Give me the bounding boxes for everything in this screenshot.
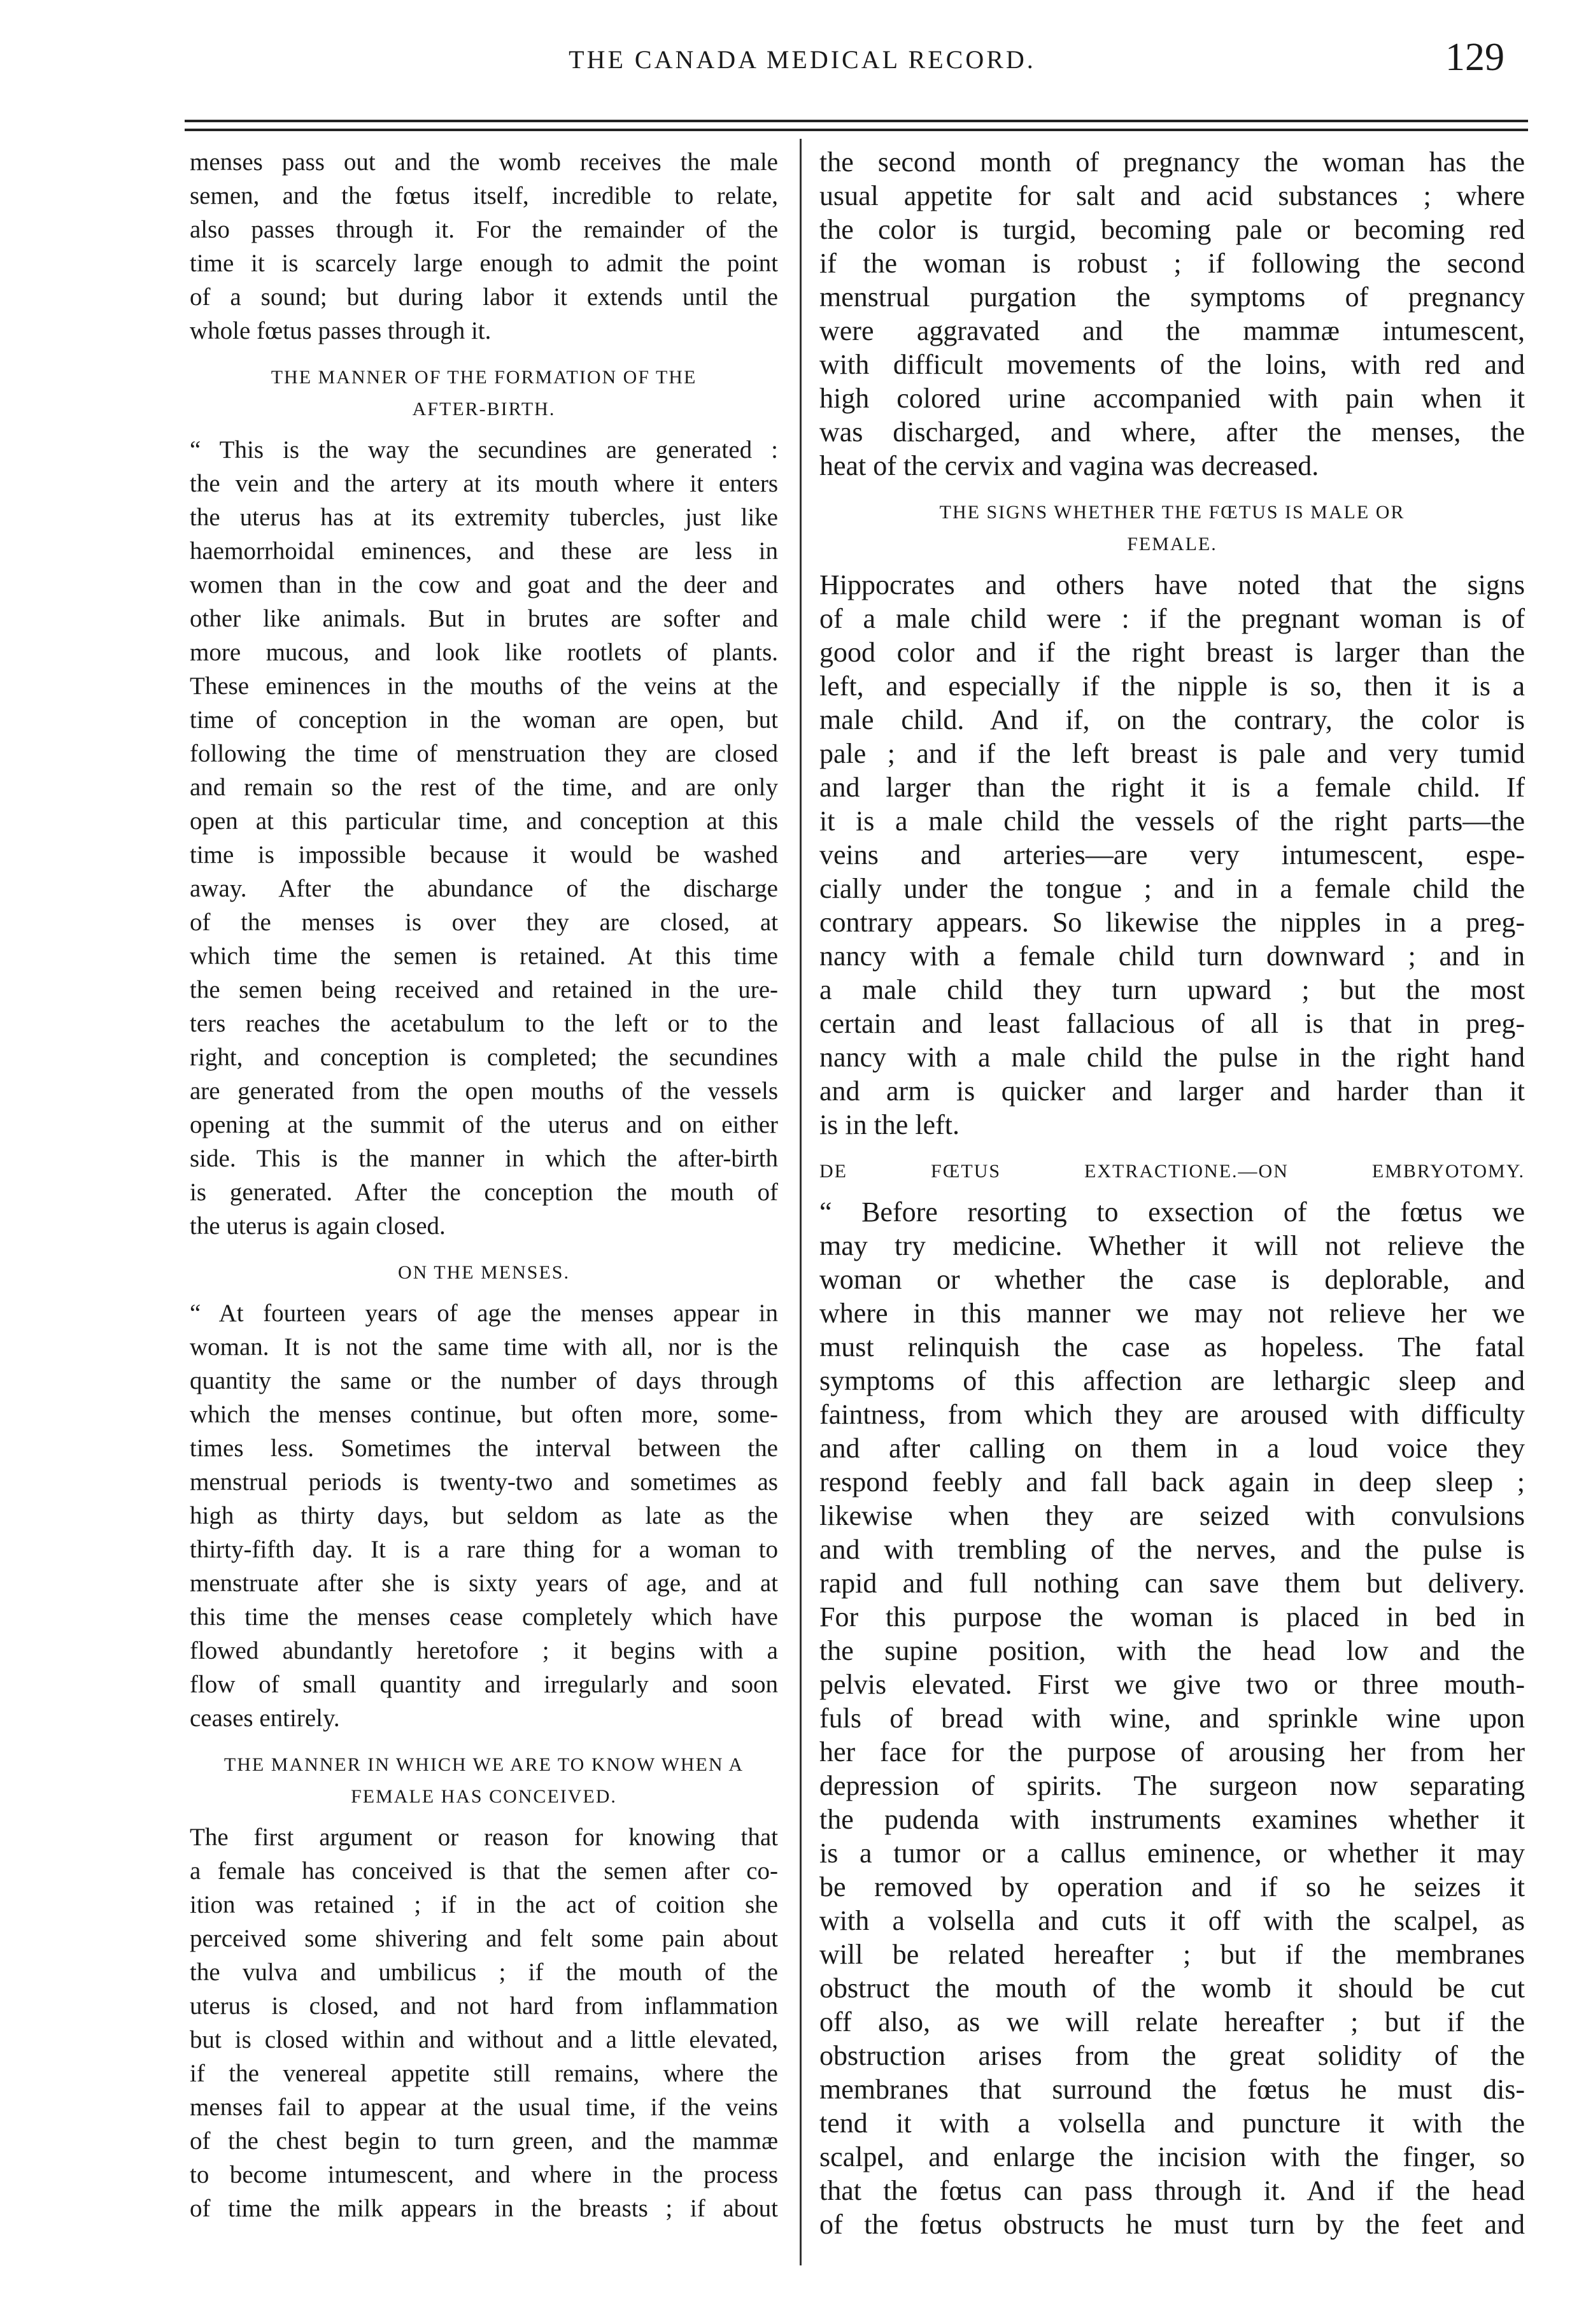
- text-line: were aggravated and the mammæ intumescent,: [819, 315, 1525, 346]
- right-column: [819, 145, 1525, 2241]
- text-line: is generated. After the conception the mouth of: [190, 1179, 778, 1206]
- paragraph: [190, 145, 778, 348]
- text-line: the semen being received and retained in the ure-: [190, 976, 778, 1003]
- text-line: high as thirty days, but seldom as late as the: [190, 1502, 778, 1529]
- text-line: her face for the purpose of arousing her from her: [819, 1736, 1525, 1768]
- text-line: which the menses continue, but often more, some-: [190, 1401, 778, 1428]
- paragraph: [190, 1820, 778, 2225]
- text-line: woman or whether the case is deplorable, and: [819, 1264, 1525, 1295]
- text-line: usual appetite for salt and acid substances ; where: [819, 180, 1525, 211]
- text-line: flow of small quantity and irregularly and soon: [190, 1671, 778, 1698]
- text-line: the uterus has at its extremity tubercles, just like: [190, 504, 778, 531]
- section-heading: [819, 1156, 1525, 1187]
- text-line: of a male child were : if the pregnant woman is of: [819, 603, 1525, 634]
- text-line: that the fœtus can pass through it. And if the head: [819, 2175, 1525, 2206]
- text-line: and with trembling of the nerves, and the pulse is: [819, 1534, 1525, 1565]
- section-heading: [190, 1749, 778, 1813]
- section-heading: [190, 362, 778, 425]
- text-line: of the chest begin to turn green, and the mammæ: [190, 2127, 778, 2155]
- text-line: thirty-fifth day. It is a rare thing for a woman to: [190, 1536, 778, 1563]
- text-line: rapid and full nothing can save them but delivery.: [819, 1568, 1525, 1599]
- text-line: if the venereal appetite still remains, where the: [190, 2060, 778, 2087]
- text-line: if the woman is robust ; if following the second: [819, 248, 1525, 279]
- text-line: is a tumor or a callus eminence, or whether it may: [819, 1838, 1525, 1869]
- text-line: the uterus is again closed.: [190, 1212, 446, 1240]
- text-line: pale ; and if the left breast is pale and very tumid: [819, 738, 1525, 769]
- text-line: cially under the tongue ; and in a female child the: [819, 873, 1525, 904]
- text-line: woman. It is not the same time with all, nor is the: [190, 1333, 778, 1361]
- text-line: the vulva and umbilicus ; if the mouth of the: [190, 1959, 778, 1986]
- text-line: pelvis elevated. First we give two or three mouth-: [819, 1669, 1525, 1700]
- text-line: but is closed within and without and a little elevated,: [190, 2026, 778, 2053]
- text-line: the color is turgid, becoming pale or becoming red: [819, 214, 1525, 245]
- text-line: good color and if the right breast is larger than the: [819, 637, 1525, 668]
- heading-line: FEMALE HAS CONCEIVED.: [351, 1786, 617, 1807]
- text-line: this time the menses cease completely which have: [190, 1603, 778, 1631]
- text-line: and larger than the right it is a female child. If: [819, 772, 1525, 803]
- text-line: depression of spirits. The surgeon now separating: [819, 1770, 1525, 1801]
- text-line: ters reaches the acetabulum to the left or to the: [190, 1010, 778, 1037]
- text-line: nancy with a female child turn downward ; and in: [819, 940, 1525, 972]
- text-line: to become intumescent, and where in the process: [190, 2161, 778, 2188]
- text-line: certain and least fallacious of all is that in preg-: [819, 1008, 1525, 1039]
- text-line: where in this manner we may not relieve her we: [819, 1298, 1525, 1329]
- text-line: and after calling on them in a loud voice they: [819, 1433, 1525, 1464]
- text-line: symptoms of this affection are lethargic sleep and: [819, 1365, 1525, 1396]
- text-line: veins and arteries—are very intumescent, espe-: [819, 839, 1525, 870]
- column-divider: [800, 139, 802, 2265]
- left-column: [190, 145, 778, 2225]
- heading-line: AFTER-BIRTH.: [412, 399, 556, 420]
- text-line: quantity the same or the number of days through: [190, 1367, 778, 1394]
- text-line: “ At fourteen years of age the menses appear in: [190, 1300, 778, 1327]
- text-line: the vein and the artery at its mouth where it enters: [190, 470, 778, 497]
- text-line: time of conception in the woman are open, but: [190, 706, 778, 733]
- text-line: ceases entirely.: [190, 1704, 340, 1732]
- text-line: following the time of menstruation they are closed: [190, 740, 778, 767]
- text-line: “ Before resorting to exsection of the fœtus we: [819, 1196, 1525, 1228]
- text-line: These eminences in the mouths of the veins at the: [190, 672, 778, 700]
- text-line: Hippocrates and others have noted that the signs: [819, 569, 1525, 600]
- text-line: and arm is quicker and larger and harder than it: [819, 1075, 1525, 1107]
- paragraph: [190, 433, 778, 1243]
- text-line: more mucous, and look like rootlets of plants.: [190, 639, 778, 666]
- text-line: heat of the cervix and vagina was decreased.: [819, 450, 1319, 481]
- text-line: the pudenda with instruments examines whether it: [819, 1804, 1525, 1835]
- header-rule-top: [185, 120, 1528, 122]
- text-line: will be related hereafter ; but if the membranes: [819, 1939, 1525, 1970]
- text-line: open at this particular time, and conception at this: [190, 807, 778, 835]
- paragraph: [819, 1195, 1525, 2241]
- text-line: haemorrhoidal eminences, and these are less in: [190, 537, 778, 565]
- heading-line: FEMALE.: [1127, 534, 1217, 555]
- heading-line: ON THE MENSES.: [398, 1262, 570, 1283]
- text-line: high colored urine accompanied with pain when it: [819, 383, 1525, 414]
- text-line: obstruct the mouth of the womb it should be cut: [819, 1973, 1525, 2004]
- text-line: of the menses is over they are closed, at: [190, 909, 778, 936]
- page-number: 129: [1445, 36, 1504, 79]
- text-line: of the fœtus obstructs he must turn by the feet and: [819, 2209, 1525, 2240]
- text-line: “ This is the way the secundines are generated :: [190, 436, 778, 464]
- section-heading: [190, 1257, 778, 1289]
- heading-line: DE FŒTUS EXTRACTIONE.—ON EMBRYOTOMY.: [819, 1161, 1525, 1182]
- heading-line: THE SIGNS WHETHER THE FŒTUS IS MALE OR: [939, 502, 1405, 523]
- text-line: is in the left.: [819, 1109, 959, 1140]
- text-line: times less. Sometimes the interval between the: [190, 1435, 778, 1462]
- text-line: likewise when they are seized with convulsions: [819, 1500, 1525, 1531]
- text-line: was discharged, and where, after the menses, the: [819, 416, 1525, 448]
- running-header-title: THE CANADA MEDICAL RECORD.: [569, 45, 1036, 74]
- text-line: which time the semen is retained. At this time: [190, 942, 778, 970]
- text-line: other like animals. But in brutes are softer and: [190, 605, 778, 632]
- text-line: menstruate after she is sixty years of age, and at: [190, 1569, 778, 1597]
- text-line: The first argument or reason for knowing that: [190, 1824, 778, 1851]
- text-line: also passes through it. For the remainder of the: [190, 216, 778, 243]
- text-line: opening at the summit of the uterus and on either: [190, 1111, 778, 1138]
- text-line: and remain so the rest of the time, and are only: [190, 774, 778, 801]
- text-line: male child. And if, on the contrary, the color is: [819, 704, 1525, 735]
- text-line: be removed by operation and if so he seizes it: [819, 1871, 1525, 1902]
- text-line: menstrual periods is twenty-two and sometimes as: [190, 1468, 778, 1496]
- text-line: away. After the abundance of the discharge: [190, 875, 778, 902]
- text-line: the supine position, with the head low and the: [819, 1635, 1525, 1666]
- text-line: left, and especially if the nipple is so, then it is a: [819, 670, 1525, 702]
- text-line: with a volsella and cuts it off with the scalpel, as: [819, 1905, 1525, 1936]
- paragraph: [819, 145, 1525, 483]
- text-line: contrary appears. So likewise the nipples in a preg-: [819, 907, 1525, 938]
- text-line: side. This is the manner in which the after-birth: [190, 1145, 778, 1172]
- header-rule-bottom: [185, 129, 1528, 131]
- text-line: For this purpose the woman is placed in bed in: [819, 1601, 1525, 1633]
- text-line: menses fail to appear at the usual time, if the veins: [190, 2094, 778, 2121]
- text-line: of a sound; but during labor it extends until the: [190, 283, 778, 311]
- text-line: scalpel, and enlarge the incision with the finger, so: [819, 2141, 1525, 2172]
- paragraph: [190, 1296, 778, 1735]
- text-line: the second month of pregnancy the woman has the: [819, 146, 1525, 178]
- text-line: semen, and the fœtus itself, incredible to relate,: [190, 182, 778, 209]
- text-line: obstruction arises from the great solidity of the: [819, 2040, 1525, 2071]
- text-line: right, and conception is completed; the secundines: [190, 1044, 778, 1071]
- text-line: menstrual purgation the symptoms of pregnancy: [819, 281, 1525, 313]
- text-line: women than in the cow and goat and the deer and: [190, 571, 778, 599]
- text-line: of time the milk appears in the breasts ; if about: [190, 2195, 778, 2222]
- heading-line: THE MANNER IN WHICH WE ARE TO KNOW WHEN A: [223, 1754, 744, 1775]
- section-heading: [819, 497, 1525, 560]
- text-line: time is impossible because it would be washed: [190, 841, 778, 868]
- text-line: perceived some shivering and felt some pain about: [190, 1925, 778, 1952]
- text-line: it is a male child the vessels of the right parts—the: [819, 805, 1525, 837]
- text-line: may try medicine. Whether it will not relieve the: [819, 1230, 1525, 1261]
- paragraph: [819, 568, 1525, 1142]
- text-line: ition was retained ; if in the act of coition she: [190, 1891, 778, 1918]
- text-line: off also, as we will relate hereafter ; but if the: [819, 2006, 1525, 2037]
- text-line: nancy with a male child the pulse in the right hand: [819, 1042, 1525, 1073]
- text-line: tend it with a volsella and puncture it with the: [819, 2108, 1525, 2139]
- text-line: whole fœtus passes through it.: [190, 317, 492, 344]
- text-line: are generated from the open mouths of the vessels: [190, 1077, 778, 1105]
- text-line: fuls of bread with wine, and sprinkle wine upon: [819, 1703, 1525, 1734]
- text-line: faintness, from which they are aroused with difficulty: [819, 1399, 1525, 1430]
- text-line: must relinquish the case as hopeless. The fatal: [819, 1331, 1525, 1363]
- text-line: membranes that surround the fœtus he must dis-: [819, 2074, 1525, 2105]
- text-line: a male child they turn upward ; but the most: [819, 974, 1525, 1005]
- text-line: respond feebly and fall back again in deep sleep ;: [819, 1466, 1525, 1498]
- text-line: flowed abundantly heretofore ; it begins with a: [190, 1637, 778, 1664]
- text-line: menses pass out and the womb receives the male: [190, 148, 778, 176]
- text-line: uterus is closed, and not hard from inflammation: [190, 1992, 778, 2020]
- text-line: time it is scarcely large enough to admit the point: [190, 250, 778, 277]
- text-line: with difficult movements of the loins, with red and: [819, 349, 1525, 380]
- text-line: a female has conceived is that the semen after co-: [190, 1857, 778, 1885]
- heading-line: THE MANNER OF THE FORMATION OF THE: [271, 367, 697, 388]
